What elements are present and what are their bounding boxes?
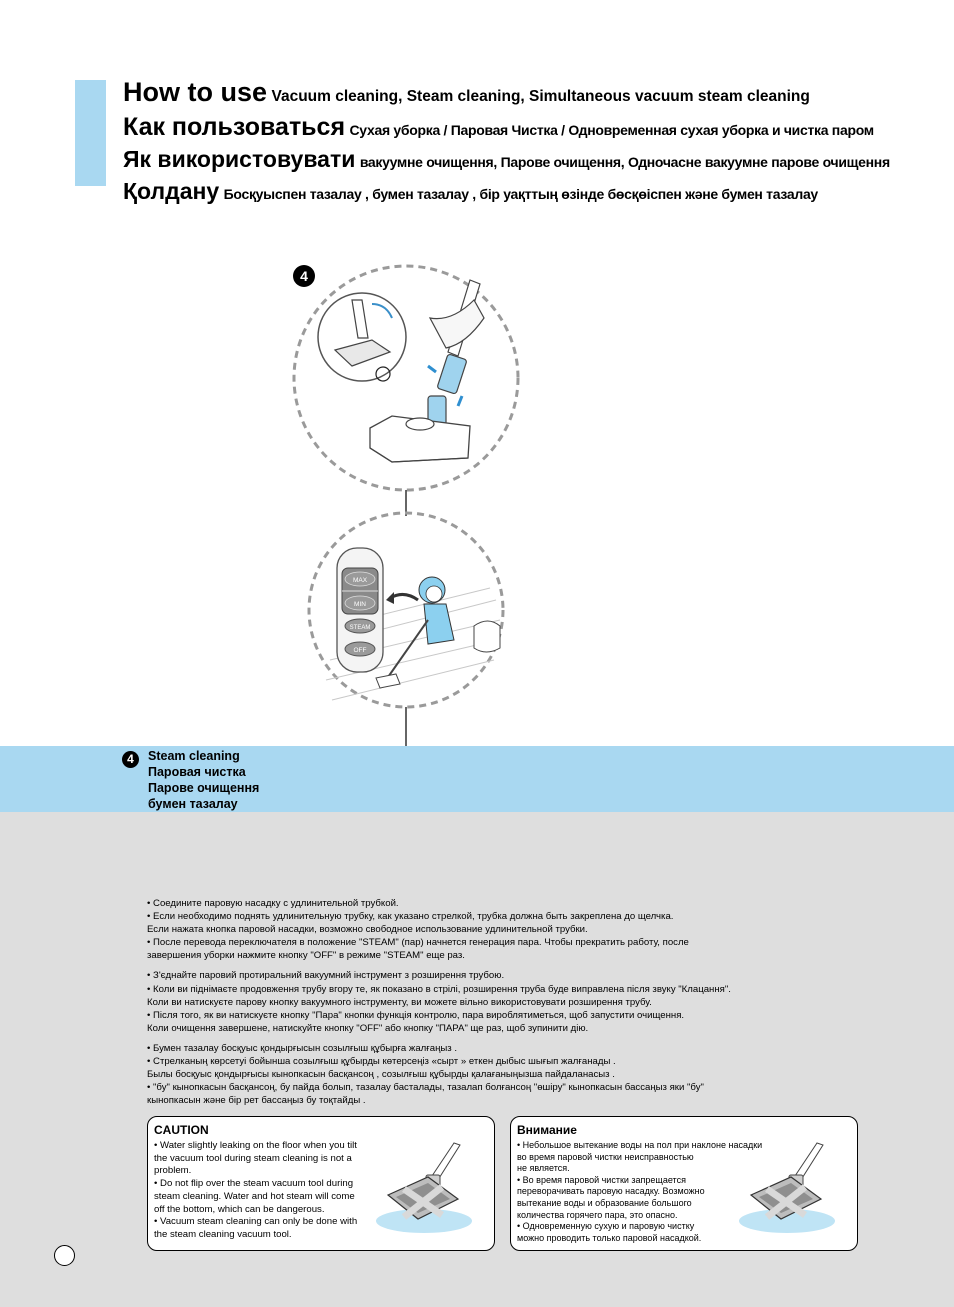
caution-line: можно проводить только паровой насадкой. xyxy=(517,1232,702,1243)
instruction-line: Если нажата кнопка паровой насадки, возможно свободное использование удлинительной трубки. xyxy=(147,924,588,936)
flipped-nozzle-warning-icon xyxy=(374,1139,486,1239)
instruction-line: • Если необходимо поднять удлинительную трубку, как указано стрелкой, трубка должна быть закреплена до щелчка. xyxy=(147,911,674,923)
caution-list xyxy=(517,1140,763,1244)
step-label-ru: Паровая чистка xyxy=(148,765,246,779)
tube-lock-detail-icon xyxy=(318,293,406,381)
arrow-icon xyxy=(390,594,418,600)
caution-list xyxy=(154,1140,390,1242)
step-header-band xyxy=(0,746,954,812)
control-panel-icon xyxy=(337,548,383,672)
instruction-line: Коли очищення завершене, натискуйте кнопку "OFF" або кнопку "ПАРА" ще раз, щоб зупинити дію. xyxy=(147,1022,589,1034)
instructions-text xyxy=(147,897,847,1114)
instruction-line: • Стрелканың көрсетуі бойынша созылғыш құбырды көтерсеңіз «сырт » еткен дыбыс шығып жалғанады . xyxy=(147,1056,616,1068)
caution-box-ru xyxy=(510,1116,858,1251)
caution-line: • Небольшое вытекание воды на пол при наклоне насадки xyxy=(517,1140,763,1150)
instruction-line: Коли ви натискуєте парову кнопку вакуумного інструменту, ви можете вільно використовувати розширення трубу. xyxy=(147,996,652,1008)
instruction-line: Былы босқуыс қондырғысы кынопкасын басқансоң , созылғыш құбырды қалағаныңызша пайдаланасыз . xyxy=(147,1069,615,1081)
step-labels xyxy=(148,748,259,812)
instruction-line: • Коли ви піднімаєте продовження трубу вгору те, як показано в стрілі, розширення труба буде виправлена після звуку "Клацання". xyxy=(147,983,731,995)
flipped-nozzle-warning-icon xyxy=(737,1139,849,1239)
title-sub: Сухая уборка / Паровая Чистка / Одновременная сухая уборка и чистка паром xyxy=(349,122,874,138)
caution-line: • Одновременную сухую и паровую чистку xyxy=(517,1221,695,1232)
caution-line: • Do not flip over the steam vacuum tool during xyxy=(154,1178,354,1190)
title-main: How to use xyxy=(123,77,268,107)
step-label-uk: Парове очищення xyxy=(148,781,260,795)
instruction-line: • З'єднайте паровий протиральний вакуумний інструмент з розширення трубою. xyxy=(147,970,505,982)
title-sub: Vacuum cleaning, Steam cleaning, Simultaneous vacuum steam cleaning xyxy=(271,88,810,105)
caution-line: problem. xyxy=(154,1165,192,1177)
caution-line: off the bottom, which can be dangerous. xyxy=(154,1203,325,1215)
caution-line: • Vacuum steam cleaning can only be done with xyxy=(154,1216,358,1228)
caution-line: • Water slightly leaking on the floor when you tilt xyxy=(154,1140,357,1151)
page-number-marker xyxy=(54,1245,75,1266)
title-sub: Босқуыспен тазалау , бумен тазалау , бір уақттың өзінде бөсқөіспен және бумен тазалау xyxy=(223,186,818,202)
instructions-ru xyxy=(147,897,847,962)
instruction-line: • Бумен тазалау босқуыс қондырғысын созылғыш құбырға жалғаңыз . xyxy=(147,1042,458,1054)
svg-text:MIN: MIN xyxy=(354,601,366,608)
caution-line: steam cleaning. Water and hot steam will come xyxy=(154,1190,355,1202)
instructions-uk xyxy=(147,969,847,1034)
step-marker-icon xyxy=(293,265,315,287)
caution-line: во время паровой чистки неисправностью xyxy=(517,1151,694,1162)
instruction-line: • После перевода переключателя в положение "STEAM" (пар) начнется генерация пара. Чтобы прекратить работу, после xyxy=(147,937,689,949)
svg-text:OFF: OFF xyxy=(353,647,367,654)
svg-text:4: 4 xyxy=(300,268,308,284)
title-main: Қолдану xyxy=(123,178,220,204)
caution-title: CAUTION xyxy=(154,1123,209,1137)
step-label-en: Steam cleaning xyxy=(148,749,240,763)
caution-line: the vacuum tool during steam cleaning is not a xyxy=(154,1152,352,1164)
caution-line: • Во время паровой чистки запрещается xyxy=(517,1174,686,1185)
caution-line: переворачивать паровую насадку. Возможно xyxy=(517,1186,705,1197)
caution-line: the steam cleaning vacuum tool. xyxy=(154,1228,292,1240)
instruction-line: • Після того, як ви натискуєте кнопку "Пара" кнопки функція контролю, пара вироблятиметься, щоб запустити очищення. xyxy=(147,1009,685,1021)
title-main: Як використовувати xyxy=(123,146,356,172)
instruction-line: кынопкасын және бір рет бассаңыз бу тоқтайды . xyxy=(147,1095,366,1107)
title-sub: вакуумне очищення, Парове очищення, Одночасне вакуумне парове очищення xyxy=(359,154,890,170)
title-main: Как пользоваться xyxy=(123,113,346,141)
instructions-kk xyxy=(147,1042,847,1107)
caution-line: вытекание воды и образование большого xyxy=(517,1197,692,1208)
step-number-badge: 4 xyxy=(122,751,139,768)
caution-title: Внимание xyxy=(517,1123,577,1137)
instruction-line: завершения уборки нажмите кнопку "OFF" в режиме "STEAM" еще раз. xyxy=(147,950,465,962)
caution-line: количества горячего пара, это опасно. xyxy=(517,1209,678,1220)
caution-line: не является. xyxy=(517,1163,570,1174)
svg-text:STEAM: STEAM xyxy=(349,625,371,631)
step-label-kk: бумен тазалау xyxy=(148,797,238,811)
svg-text:MAX: MAX xyxy=(352,577,368,584)
caution-box-en xyxy=(147,1116,495,1251)
extension-tube-icon xyxy=(428,280,484,426)
instruction-line: • Соедините паровую насадку с удлинительной трубкой. xyxy=(147,898,399,909)
instruction-line: • "бу" кынопкасын басқансоң, бу пайда болып, тазалау басталады, тазалап болғансоң "өшіру" кынопкасын бассаңыз яки "бу" xyxy=(147,1082,704,1094)
steam-nozzle-icon xyxy=(370,416,470,462)
